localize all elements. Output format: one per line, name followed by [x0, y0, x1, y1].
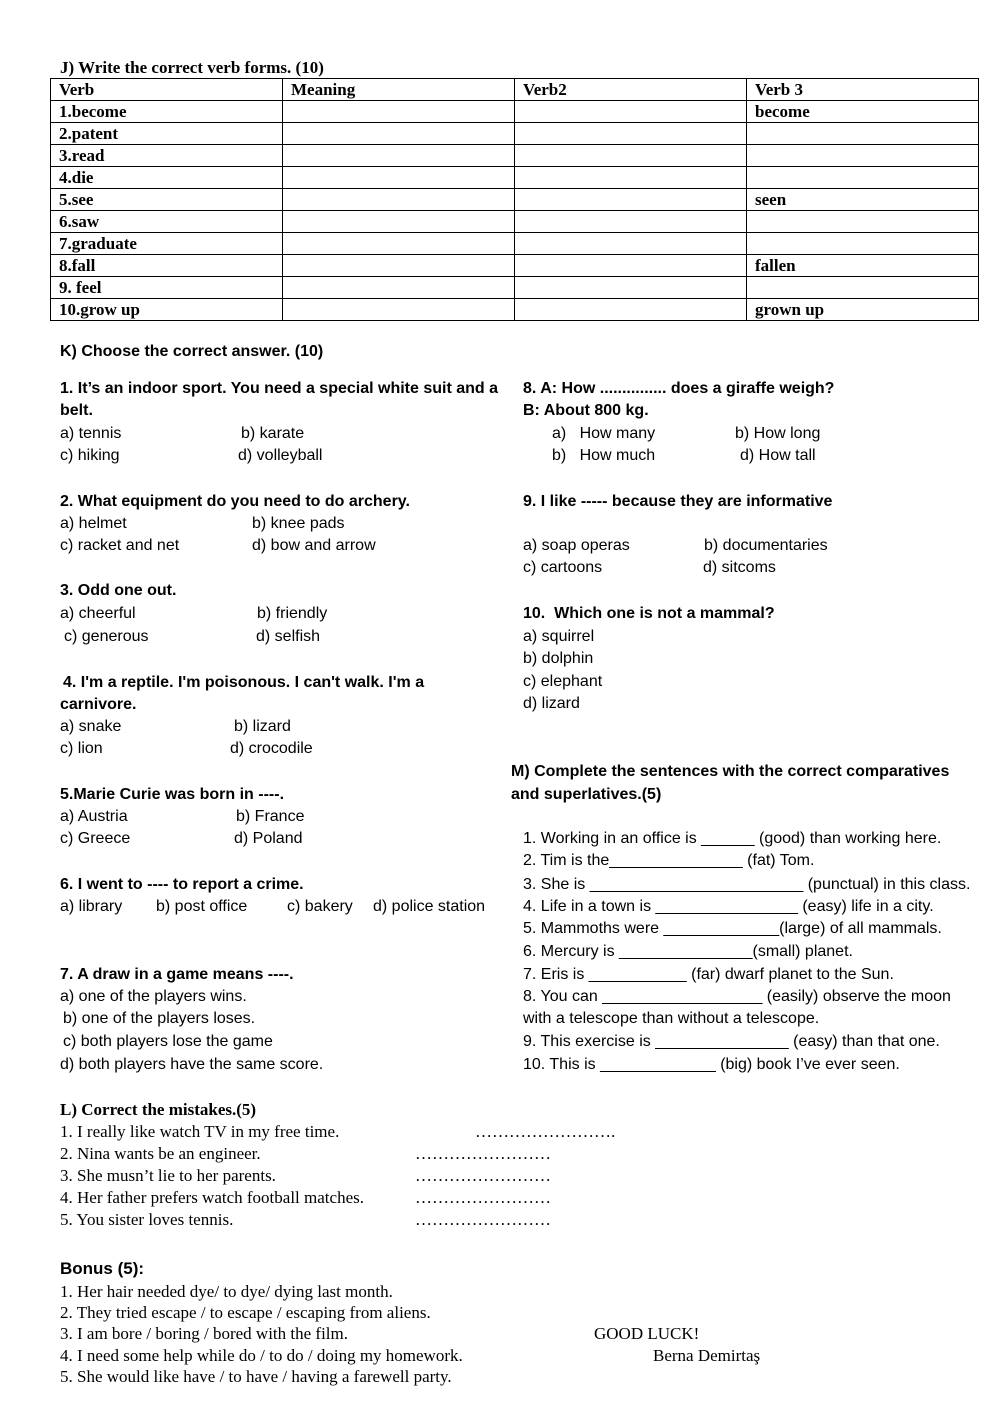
l-answer-line-3[interactable]: ……………………	[415, 1166, 551, 1185]
verb2-cell[interactable]	[515, 255, 747, 277]
q6-option-d[interactable]: d) police station	[373, 898, 486, 915]
bonus-title: Bonus (5):	[60, 1259, 145, 1278]
q4-text: 4. I'm a reptile. I'm poisonous. I can't walk. I'm a	[63, 674, 425, 691]
m-item-1: 1. Working in an office is ______ (good) than working here.	[523, 830, 942, 847]
verb3-cell[interactable]: fallen	[747, 255, 979, 277]
verb2-cell[interactable]	[515, 189, 747, 211]
q4-text-cont: carnivore.	[60, 696, 137, 713]
m-item-7: 7. Eris is ___________ (far) dwarf planet to the Sun.	[523, 966, 894, 983]
table-row	[51, 189, 979, 211]
table-row	[51, 101, 979, 123]
q5-text: 5.Marie Curie was born in ----.	[60, 786, 285, 803]
q8-option-a[interactable]: a) How many	[552, 425, 656, 442]
q3-option-c[interactable]: c) generous	[64, 628, 149, 645]
verb2-cell[interactable]	[515, 233, 747, 255]
q9-option-d[interactable]: d) sitcoms	[703, 559, 776, 576]
meaning-cell[interactable]	[283, 211, 515, 233]
q10-option-b[interactable]: b) dolphin	[523, 650, 594, 667]
l-item-2: 2. Nina wants be an engineer.	[60, 1144, 261, 1163]
q10-option-a[interactable]: a) squirrel	[523, 628, 595, 645]
header-verb2: Verb2	[515, 79, 747, 101]
verb-cell: 10.grow up	[51, 299, 283, 321]
bonus-item-2: 2. They tried escape / to escape / escaping from aliens.	[60, 1303, 431, 1322]
q7-option-c[interactable]: c) both players lose the game	[63, 1033, 273, 1050]
l-item-5: 5. You sister loves tennis.	[60, 1210, 234, 1229]
meaning-cell[interactable]	[283, 255, 515, 277]
verb2-cell[interactable]	[515, 167, 747, 189]
q7-text: 7. A draw in a game means ----.	[60, 966, 294, 983]
table-row	[51, 211, 979, 233]
q8-option-b[interactable]: b) How long	[735, 425, 821, 442]
q9-option-b[interactable]: b) documentaries	[704, 537, 828, 554]
q5-option-c[interactable]: c) Greece	[60, 830, 131, 847]
table-row	[51, 145, 979, 167]
verb2-cell[interactable]	[515, 101, 747, 123]
bonus-item-4: 4. I need some help while do / to do / doing my homework.	[60, 1346, 463, 1365]
l-answer-line-4[interactable]: ……………………	[415, 1188, 551, 1207]
m-item-4: 4. Life in a town is ________________ (easy) life in a city.	[523, 898, 934, 915]
table-row	[51, 167, 979, 189]
m-item-10: 10. This is _____________ (big) book I’ve ever seen.	[523, 1056, 900, 1073]
verb-forms-table	[50, 78, 979, 321]
q6-option-b[interactable]: b) post office	[156, 898, 248, 915]
l-answer-line-5[interactable]: ……………………	[415, 1210, 551, 1229]
q3-option-b[interactable]: b) friendly	[257, 605, 328, 622]
q2-option-a[interactable]: a) helmet	[60, 515, 127, 532]
meaning-cell[interactable]	[283, 277, 515, 299]
verb3-cell[interactable]	[747, 123, 979, 145]
m-item-8-cont: with a telescope than without a telescope.	[523, 1010, 820, 1027]
table-row	[51, 299, 979, 321]
verb-cell: 6.saw	[51, 211, 283, 233]
q3-text: 3. Odd one out.	[60, 582, 177, 599]
q8-option-c[interactable]: b) How much	[552, 447, 656, 464]
q4-option-b[interactable]: b) lizard	[234, 718, 291, 735]
q1-option-d[interactable]: d) volleyball	[238, 447, 323, 464]
q9-text: 9. I like ----- because they are informative	[523, 493, 833, 510]
q8-text-cont: B: About 800 kg.	[523, 402, 649, 419]
m-item-3: 3. She is ________________________ (punctual) in this class.	[523, 876, 971, 893]
verb2-cell[interactable]	[515, 211, 747, 233]
q1-text: 1. It’s an indoor sport. You need a special white suit and a	[60, 380, 499, 397]
q6-option-c[interactable]: c) bakery	[287, 898, 353, 915]
q5-option-d[interactable]: d) Poland	[234, 830, 303, 847]
header-verb: Verb	[51, 79, 283, 101]
section-j-title: J) Write the correct verb forms. (10)	[60, 58, 324, 77]
q7-option-d[interactable]: d) both players have the same score.	[60, 1056, 324, 1073]
l-answer-line-2[interactable]: ……………………	[415, 1144, 551, 1163]
table-row	[51, 233, 979, 255]
verb3-cell[interactable]	[747, 277, 979, 299]
section-m-title: M) Complete the sentences with the correct comparatives	[511, 763, 950, 780]
q10-option-d[interactable]: d) lizard	[523, 695, 580, 712]
verb3-cell[interactable]	[747, 167, 979, 189]
q1-text-cont: belt.	[60, 402, 93, 419]
author-name: Berna Demirtaş	[653, 1346, 761, 1365]
verb-cell: 3.read	[51, 145, 283, 167]
verb2-cell[interactable]	[515, 277, 747, 299]
m-item-9: 9. This exercise is _______________ (easy) than that one.	[523, 1033, 940, 1050]
verb-cell: 5.see	[51, 189, 283, 211]
l-item-3: 3. She musn’t lie to her parents.	[60, 1166, 276, 1185]
good-luck-text: GOOD LUCK!	[594, 1324, 700, 1343]
verb3-cell[interactable]: seen	[747, 189, 979, 211]
q8-text: 8. A: How ............... does a giraffe weigh?	[523, 380, 835, 397]
q6-option-a[interactable]: a) library	[60, 898, 123, 915]
m-item-5: 5. Mammoths were _____________(large) of all mammals.	[523, 920, 942, 937]
verb3-cell[interactable]	[747, 145, 979, 167]
verb-cell: 9. feel	[51, 277, 283, 299]
q4-option-a[interactable]: a) snake	[60, 718, 122, 735]
q9-option-a[interactable]: a) soap operas	[523, 537, 630, 554]
table-row	[51, 123, 979, 145]
q10-text: 10. Which one is not a mammal?	[523, 605, 775, 622]
q5-option-a[interactable]: a) Austria	[60, 808, 128, 825]
verb3-cell[interactable]: become	[747, 101, 979, 123]
section-l-title: L) Correct the mistakes.(5)	[60, 1100, 257, 1119]
table-row	[51, 277, 979, 299]
l-item-4: 4. Her father prefers watch football matches.	[60, 1188, 364, 1207]
m-item-8: 8. You can __________________ (easily) observe the moon	[523, 988, 951, 1005]
q2-text: 2. What equipment do you need to do archery.	[60, 493, 410, 510]
meaning-cell[interactable]	[283, 189, 515, 211]
m-item-6: 6. Mercury is _______________(small) planet.	[523, 943, 853, 960]
q6-text: 6. I went to ---- to report a crime.	[60, 876, 304, 893]
verb2-cell[interactable]	[515, 145, 747, 167]
q4-option-d[interactable]: d) crocodile	[230, 740, 313, 757]
meaning-cell[interactable]	[283, 101, 515, 123]
verb-cell: 1.become	[51, 101, 283, 123]
q7-option-b[interactable]: b) one of the players loses.	[63, 1010, 256, 1027]
q9-option-c[interactable]: c) cartoons	[523, 559, 603, 576]
section-m-title-cont: and superlatives.(5)	[511, 786, 662, 803]
q3-option-d[interactable]: d) selfish	[256, 628, 321, 645]
verb2-cell[interactable]	[515, 299, 747, 321]
verb3-cell[interactable]	[747, 233, 979, 255]
q2-option-b[interactable]: b) knee pads	[252, 515, 345, 532]
meaning-cell[interactable]	[283, 299, 515, 321]
q10-option-c[interactable]: c) elephant	[523, 673, 603, 690]
q4-option-c[interactable]: c) lion	[60, 740, 103, 757]
meaning-cell[interactable]	[283, 123, 515, 145]
section-k-title: K) Choose the correct answer. (10)	[60, 343, 324, 360]
verb-cell: 2.patent	[51, 123, 283, 145]
q1-option-a[interactable]: a) tennis	[60, 425, 122, 442]
table-row	[51, 255, 979, 277]
q1-option-c[interactable]: c) hiking	[60, 447, 120, 464]
q5-option-b[interactable]: b) France	[236, 808, 305, 825]
bonus-item-3: 3. I am bore / boring / bored with the film.	[60, 1324, 348, 1343]
verb-cell: 4.die	[51, 167, 283, 189]
q3-option-a[interactable]: a) cheerful	[60, 605, 136, 622]
meaning-cell[interactable]	[283, 233, 515, 255]
verb-cell: 8.fall	[51, 255, 283, 277]
table-header-row	[51, 79, 979, 101]
bonus-item-5: 5. She would like have / to have / having a farewell party.	[60, 1367, 452, 1386]
meaning-cell[interactable]	[283, 145, 515, 167]
bonus-item-1: 1. Her hair needed dye/ to dye/ dying last month.	[60, 1282, 393, 1301]
m-item-2: 2. Tim is the_______________ (fat) Tom.	[523, 852, 815, 869]
l-answer-line-1[interactable]: …………………….	[475, 1122, 616, 1141]
header-verb3: Verb 3	[747, 79, 979, 101]
verb2-cell[interactable]	[515, 123, 747, 145]
verb3-cell[interactable]	[747, 211, 979, 233]
q2-option-d[interactable]: d) bow and arrow	[252, 537, 376, 554]
q7-option-a[interactable]: a) one of the players wins.	[60, 988, 247, 1005]
q8-option-d[interactable]: d) How tall	[740, 447, 816, 464]
verb3-cell[interactable]: grown up	[747, 299, 979, 321]
l-item-1: 1. I really like watch TV in my free time.	[60, 1122, 340, 1141]
meaning-cell[interactable]	[283, 167, 515, 189]
verb-cell: 7.graduate	[51, 233, 283, 255]
q2-option-c[interactable]: c) racket and net	[60, 537, 180, 554]
q1-option-b[interactable]: b) karate	[241, 425, 305, 442]
header-meaning: Meaning	[283, 79, 515, 101]
